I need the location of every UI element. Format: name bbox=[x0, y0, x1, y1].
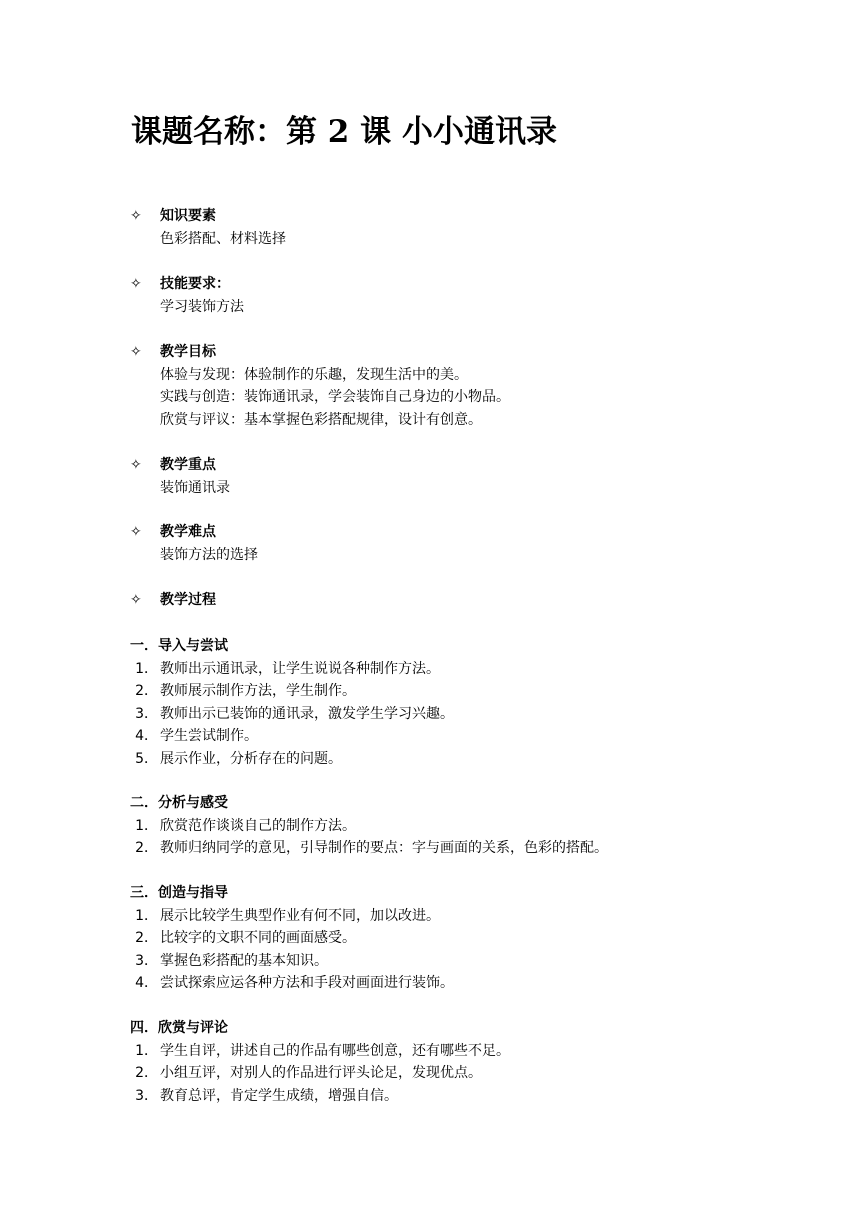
part-number: 一． bbox=[130, 638, 158, 654]
section-line: 学习装饰方法 bbox=[160, 298, 244, 315]
section-key-points bbox=[130, 454, 230, 499]
list-item: 1． 欣赏范作谈谈自己的制作方法。 bbox=[135, 817, 356, 834]
list-item: 2． 比较字的文职不同的画面感受。 bbox=[135, 930, 356, 946]
diamond-bullet-icon: ✧ bbox=[130, 592, 142, 608]
list-item: 4． 学生尝试制作。 bbox=[135, 728, 258, 744]
list-item: 3． 教师出示已装饰的通讯录，激发学生学习兴趣。 bbox=[135, 705, 454, 722]
section-objectives bbox=[130, 341, 510, 431]
part-number: 二． bbox=[130, 795, 158, 811]
list-item: 3． 掌握色彩搭配的基本知识。 bbox=[135, 952, 328, 969]
list-item: 1． 学生自评，讲述自己的作品有哪些创意，还有哪些不足。 bbox=[135, 1042, 510, 1059]
part-number: 三． bbox=[130, 885, 158, 901]
section-heading: 教学目标 bbox=[160, 344, 216, 360]
list-item: 3． 教育总评，肯定学生成绩，增强自信。 bbox=[135, 1087, 398, 1104]
list-item: 2． 教师归纳同学的意见，引导制作的要点：字与画面的关系，色彩的搭配。 bbox=[135, 840, 608, 856]
section-heading: 教学重点 bbox=[160, 457, 216, 473]
diamond-bullet-icon: ✧ bbox=[130, 344, 142, 360]
diamond-bullet-icon: ✧ bbox=[130, 524, 142, 540]
part-analysis bbox=[130, 792, 608, 860]
section-knowledge bbox=[130, 205, 286, 250]
section-line: 实践与创造：装饰通讯录，学会装饰自己身边的小物品。 bbox=[160, 389, 510, 405]
diamond-bullet-icon: ✧ bbox=[130, 208, 142, 224]
section-line: 装饰方法的选择 bbox=[160, 546, 258, 563]
lesson-title: 课题名称：第 2 课 小小通讯录 bbox=[131, 114, 557, 150]
part-heading: 导入与尝试 bbox=[158, 638, 228, 654]
section-line: 体验与发现：体验制作的乐趣，发现生活中的美。 bbox=[160, 366, 468, 383]
diamond-bullet-icon: ✧ bbox=[130, 457, 142, 473]
part-number: 四． bbox=[130, 1020, 158, 1036]
section-line: 色彩搭配、材料选择 bbox=[160, 230, 286, 247]
list-item: 2． 教师展示制作方法，学生制作。 bbox=[135, 683, 356, 699]
list-item: 1． 展示比较学生典型作业有何不同，加以改进。 bbox=[135, 907, 440, 924]
list-item: 4． 尝试探索应运各种方法和手段对画面进行装饰。 bbox=[135, 975, 454, 991]
section-skills bbox=[130, 273, 244, 318]
section-heading: 教学难点 bbox=[160, 524, 216, 540]
section-heading: 知识要素 bbox=[160, 208, 216, 224]
part-heading: 欣赏与评论 bbox=[158, 1020, 228, 1036]
list-item: 1． 教师出示通讯录，让学生说说各种制作方法。 bbox=[135, 660, 440, 677]
part-creation bbox=[130, 882, 454, 995]
part-heading: 分析与感受 bbox=[158, 795, 228, 811]
section-line: 装饰通讯录 bbox=[160, 479, 230, 496]
part-introduction bbox=[130, 635, 454, 770]
diamond-bullet-icon: ✧ bbox=[130, 276, 142, 292]
section-heading: 教学过程 bbox=[160, 592, 216, 608]
section-difficulties bbox=[130, 521, 258, 566]
list-item: 2． 小组互评，对别人的作品进行评头论足，发现优点。 bbox=[135, 1065, 482, 1081]
section-process bbox=[130, 589, 216, 612]
part-evaluation bbox=[130, 1017, 510, 1107]
list-item: 5． 展示作业，分析存在的问题。 bbox=[135, 750, 342, 767]
section-heading: 技能要求： bbox=[160, 276, 230, 292]
section-line: 欣赏与评议：基本掌握色彩搭配规律，设计有创意。 bbox=[160, 411, 482, 428]
part-heading: 创造与指导 bbox=[158, 885, 228, 901]
